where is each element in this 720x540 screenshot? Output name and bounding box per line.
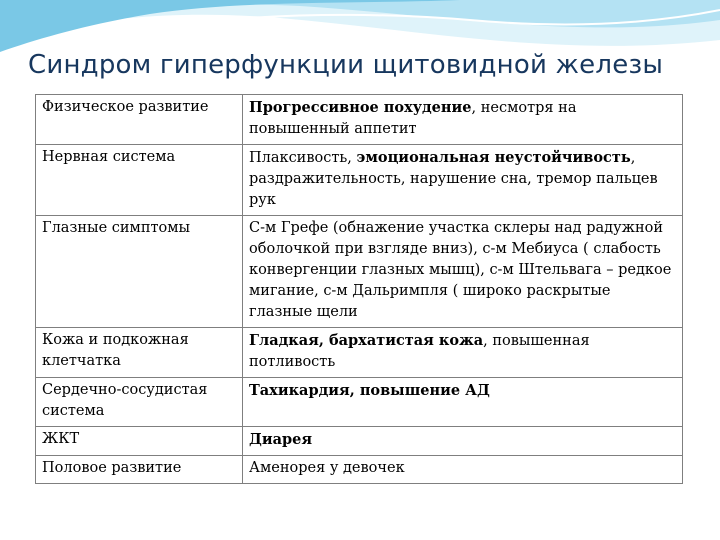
table-row [36, 378, 683, 427]
table-row [36, 216, 683, 328]
system-label-cell: ЖКТ [36, 427, 243, 456]
system-label-cell: Нервная система [36, 145, 243, 216]
table-row [36, 145, 683, 216]
symptom-text: , раздражительность, нарушение сна, тремор пальцев рук [249, 150, 658, 208]
symptom-text: Плаксивость, [249, 150, 357, 166]
system-label-cell: Физическое развитие [36, 95, 243, 145]
symptom-text: Аменорея у девочек [249, 460, 405, 476]
symptoms-cell [243, 328, 683, 378]
symptoms-cell [243, 216, 683, 328]
symptom-emphasis: Гладкая, бархатистая кожа [249, 332, 484, 349]
symptoms-cell [243, 95, 683, 145]
symptom-emphasis: эмоциональная неустойчивость [356, 149, 631, 166]
symptoms-cell [243, 378, 683, 427]
system-label-cell: Сердечно-сосудистая система [36, 378, 243, 427]
symptom-emphasis: Прогрессивное похудение [249, 99, 472, 116]
symptom-emphasis: Диарея [249, 431, 313, 448]
symptom-emphasis: Тахикардия, повышение АД [249, 382, 490, 399]
system-label-cell: Кожа и подкожная клетчатка [36, 328, 243, 378]
symptoms-cell [243, 427, 683, 456]
symptoms-cell [243, 456, 683, 484]
table-row [36, 328, 683, 378]
symptom-text: , повышенная потливость [249, 333, 590, 370]
system-label-cell: Глазные симптомы [36, 216, 243, 328]
table-row [36, 427, 683, 456]
symptoms-cell [243, 145, 683, 216]
slide-title: Синдром гиперфункции щитовидной железы [28, 50, 664, 80]
system-label-cell: Половое развитие [36, 456, 243, 484]
symptoms-table [35, 94, 683, 484]
symptom-text: , несмотря на повышенный аппетит [249, 100, 577, 137]
table-row [36, 95, 683, 145]
table-row [36, 456, 683, 484]
symptom-text: С-м Грефе (обнажение участка склеры над радужной оболочкой при взгляде вниз), с-м Мебиуса ( слабость конвергенции глазных мышц), с-м Штельвага – редкое мигание, с-м Дальримпля ( широко раскрытые глазные щели [249, 220, 672, 320]
